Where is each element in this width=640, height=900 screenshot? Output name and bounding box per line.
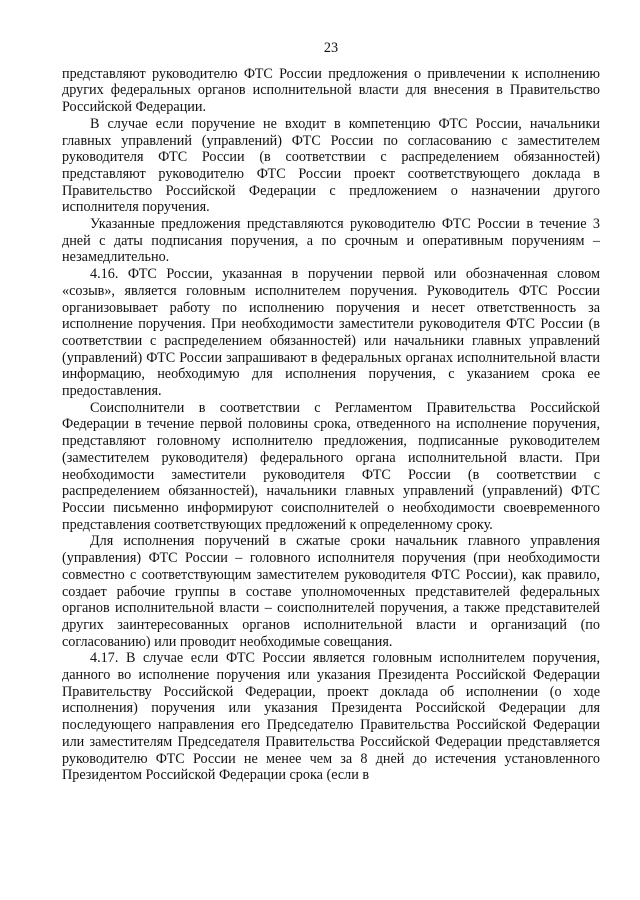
paragraph-competence: В случае если поручение не входит в компетенцию ФТС России, начальники главных управлений (управлений) ФТС России по согласованию с заместителем руководителя ФТС России (в соответствии с распределением обязанностей) представляют руководителю ФТС России проект соответствующего доклада в Правительство Российской Федерации с предложением о назначении другого исполнителя поручения. (62, 115, 600, 216)
paragraph-4-16: 4.16. ФТС России, указанная в поручении первой или обозначенная словом «созыв», является головным исполнителем поручения. Руководитель ФТС России организовывает работу по исполнению поручения и несет ответственность за исполнение поручения. При необходимости заместители руководителя ФТС России (в соответствии с распределением обязанностей) или начальники главных управлений (управлений) ФТС России запрашивают в федеральных органах исполнительной власти информацию, необходимую для исполнения поручения, с указанием срока ее предоставления. (62, 266, 600, 400)
paragraph-continuation: представляют руководителю ФТС России предложения о привлечении к исполнению других федеральных органов исполнительной власти для внесения в Правительство Российской Федерации. (62, 65, 600, 116)
paragraph-working-groups: Для исполнения поручений в сжатые сроки начальник главного управления (управления) ФТС России – головного исполнителя поручения (при необходимости совместно с соответствующим заместителем руководителя ФТС России), как правило, создает рабочие группы в составе уполномоченных представителей федеральных органов исполнительной власти – соисполнителей поручения, а также представителей других заинтересованных органов исполнительной власти и организаций (по согласованию) или проводит необходимые совещания. (62, 533, 600, 650)
paragraph-co-executors: Соисполнители в соответствии с Регламентом Правительства Российской Федерации в течение первой половины срока, отведенного на исполнение поручения, представляют головному исполнителю предложения, подписанные руководителем (заместителем руководителя) федерального органа исполнительной власти. При необходимости заместители руководителя ФТС России (в соответствии с распределением обязанностей), начальники главных управлений (управлений) ФТС России письменно информируют соисполнителей о необходимости своевременного представления соответствующих предложений к определенному сроку. (62, 399, 600, 533)
page-number: 23 (323, 40, 339, 56)
paragraph-proposals-deadline: Указанные предложения представляются руководителю ФТС России в течение 3 дней с даты подписания поручения, а по срочным и оперативным поручениям – незамедлительно. (62, 216, 600, 266)
paragraph-4-17: 4.17. В случае если ФТС России является головным исполнителем поручения, данного во исполнение поручения или указания Президента Российской Федерации Правительству Российской Федерации, проект доклада об исполнении (о ходе исполнения) поручения или указания Президента Российской Федерации для последующего направления его Председателю Правительства Российской Федерации или заместителям Председателя Правительства Российской Федерации представляется руководителю ФТС России не менее чем за 8 дней до истечения установленного Президентом Российской Федерации срока (если в (62, 650, 600, 784)
